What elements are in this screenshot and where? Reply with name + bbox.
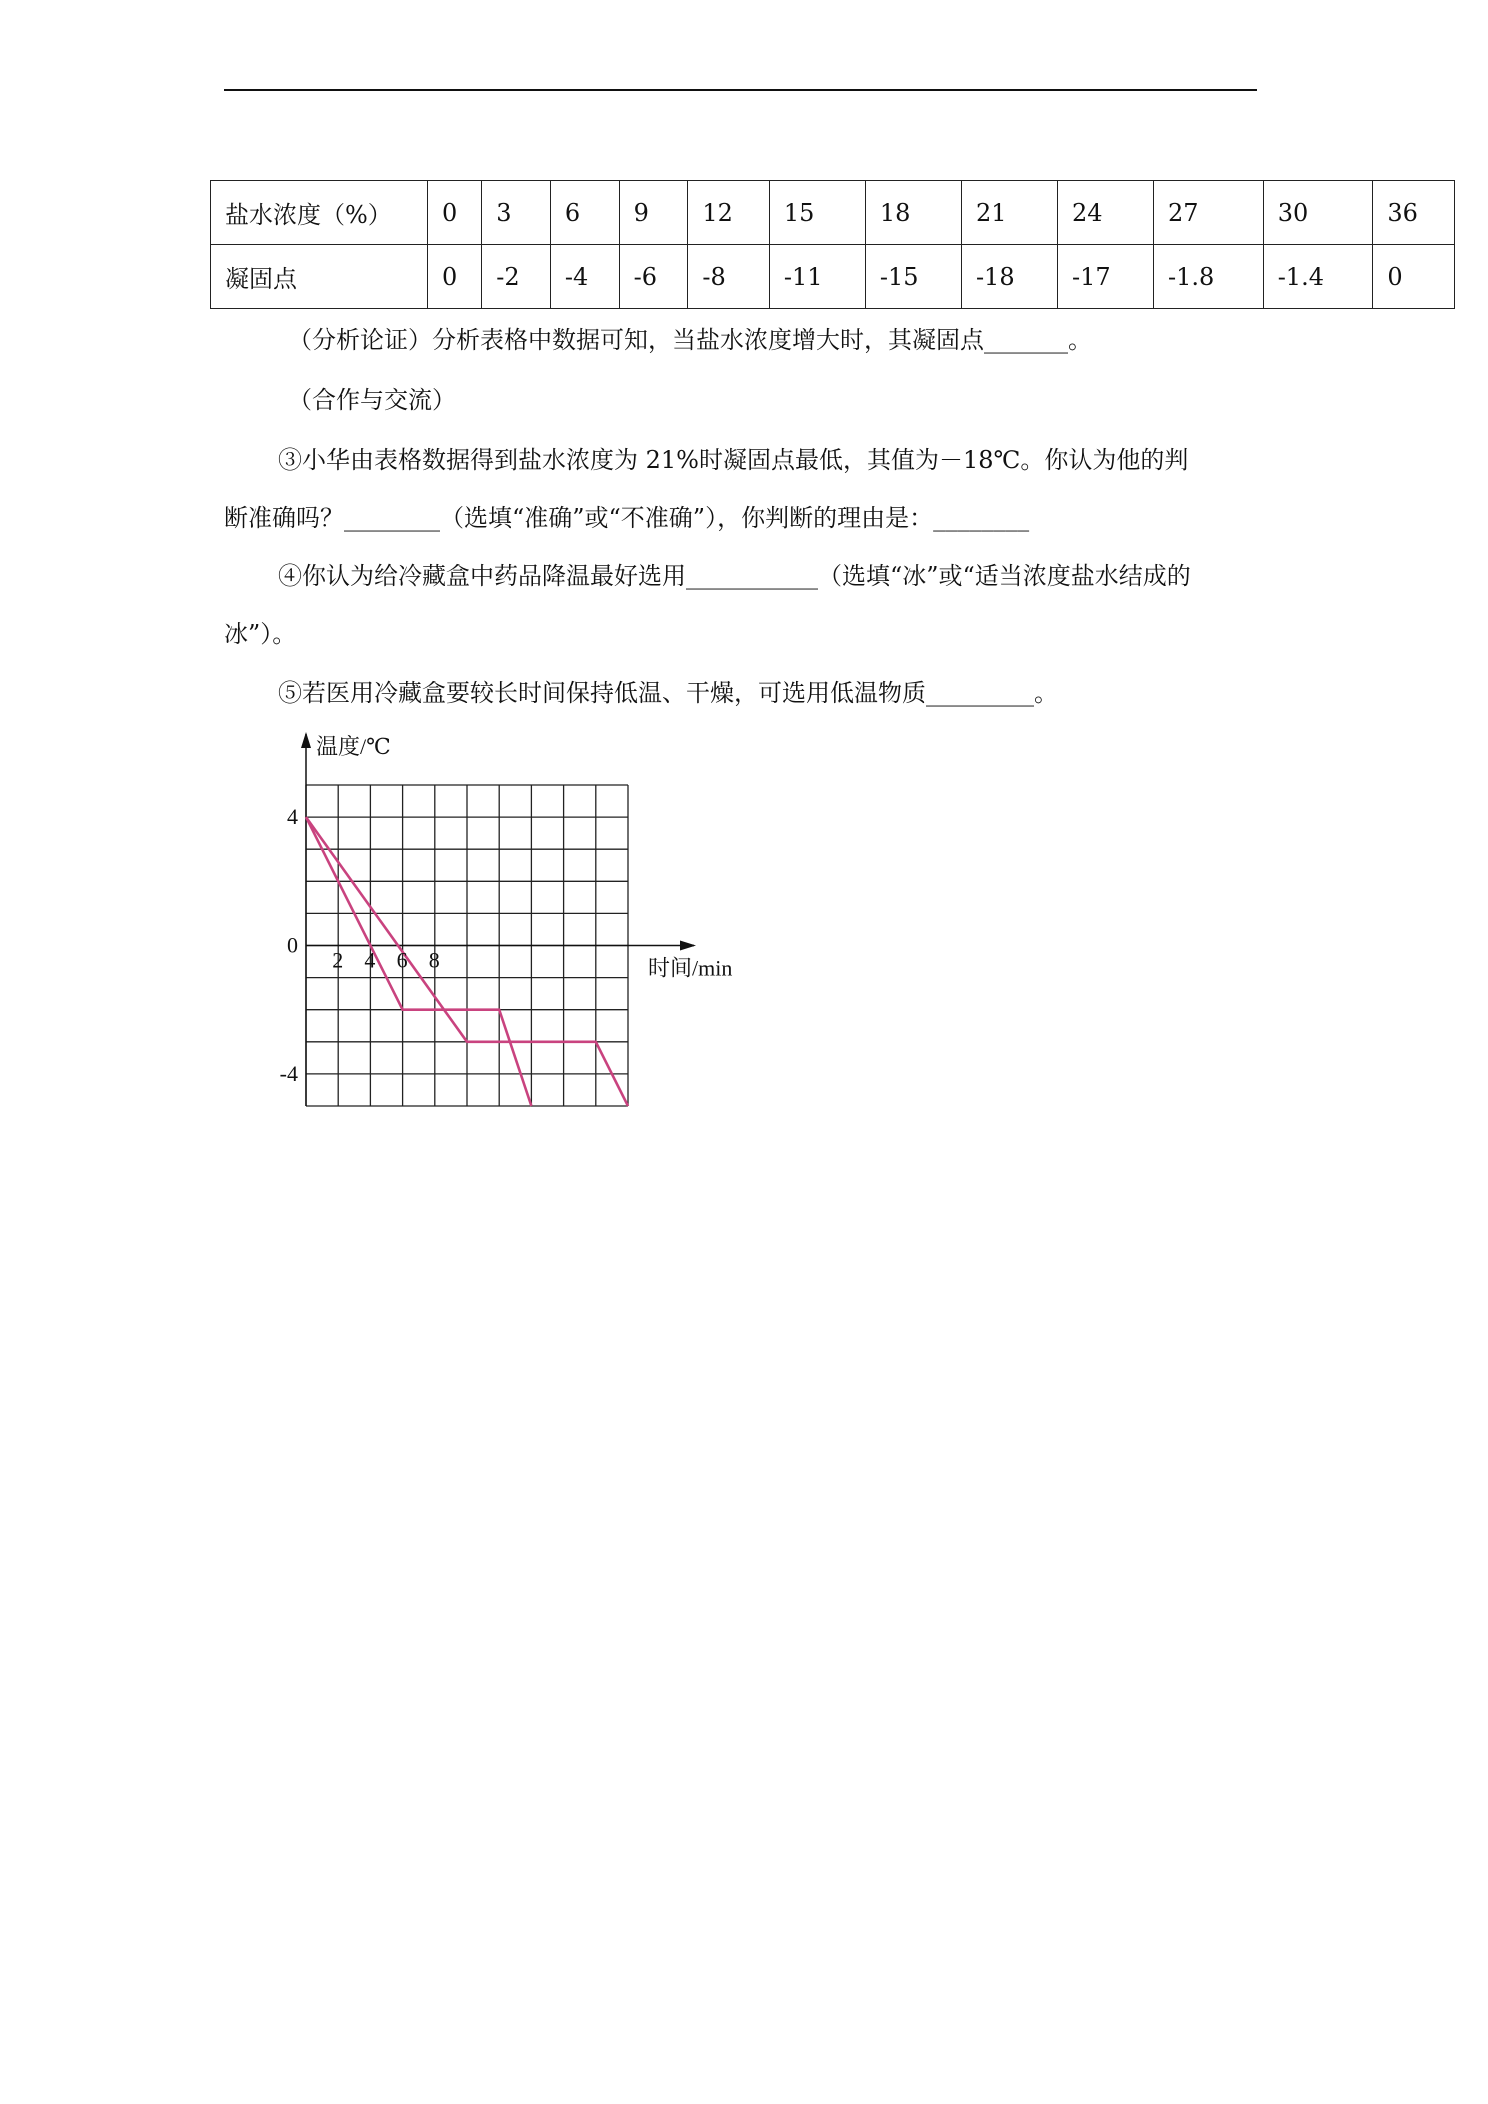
table-cell-freezing-point: -1.8 — [1154, 245, 1264, 309]
table-row — [211, 245, 1455, 309]
table-cell-freezing-point: -8 — [688, 245, 770, 309]
question-3-line-1: ③小华由表格数据得到盐水浓度为 21%时凝固点最低，其值为－18℃。你认为他的判 — [278, 446, 1189, 474]
chart-labels — [280, 730, 733, 1130]
chart-axes — [301, 732, 696, 1106]
x-tick-label: 4 — [364, 947, 376, 973]
table-cell-concentration: 9 — [619, 181, 688, 245]
x-tick-label: 8 — [428, 947, 440, 973]
y-axis-arrow — [301, 732, 311, 748]
table-cell-concentration: 36 — [1373, 181, 1455, 245]
table-row-label: 盐水浓度（%） — [211, 181, 428, 245]
table-cell-freezing-point: -2 — [482, 245, 551, 309]
temperature-time-chart — [270, 730, 760, 1130]
table-cell-freezing-point: -15 — [865, 245, 961, 309]
y-axis-label: 温度/℃ — [316, 734, 391, 759]
y-tick-label: 0 — [287, 932, 298, 958]
table-cell-concentration: 30 — [1263, 181, 1373, 245]
table-cell-freezing-point: 0 — [1373, 245, 1455, 309]
table-cell-freezing-point: -17 — [1057, 245, 1153, 309]
question-4-line-2: 冰”）。 — [224, 620, 297, 648]
question-4-line-1: ④你认为给冷藏盒中药品降温最好选用___________（选填“冰”或“适当浓度盐水结成的 — [278, 562, 1191, 590]
table-cell-freezing-point: -1.4 — [1263, 245, 1373, 309]
table-cell-concentration: 18 — [865, 181, 961, 245]
table-cell-concentration: 21 — [961, 181, 1057, 245]
table-cell-concentration: 24 — [1057, 181, 1153, 245]
question-3-line-2: 断准确吗？________（选填“准确”或“不准确”），你判断的理由是：________ — [224, 504, 1030, 532]
y-tick-label: 4 — [287, 804, 298, 830]
x-axis-label: 时间/min — [648, 955, 733, 981]
table-cell-concentration: 0 — [428, 181, 482, 245]
y-tick-label: -4 — [279, 1060, 298, 1086]
table-cell-concentration: 27 — [1154, 181, 1264, 245]
table-cell-freezing-point: -4 — [550, 245, 619, 309]
x-tick-label: 2 — [332, 947, 344, 973]
table-cell-concentration: 12 — [688, 181, 770, 245]
question-5-text: ⑤若医用冷藏盒要较长时间保持低温、干燥，可选用低温物质_________。 — [278, 679, 1058, 707]
table-cell-freezing-point: -11 — [769, 245, 865, 309]
table-cell-freezing-point: -6 — [619, 245, 688, 309]
cooperation-heading: （合作与交流） — [288, 386, 456, 414]
analysis-text: （分析论证）分析表格中数据可知，当盐水浓度增大时，其凝固点_______。 — [288, 326, 1092, 354]
table-cell-concentration: 6 — [550, 181, 619, 245]
table-cell-freezing-point: -18 — [961, 245, 1057, 309]
x-axis-arrow — [680, 941, 696, 951]
table-cell-concentration: 15 — [769, 181, 865, 245]
table-cell-concentration: 3 — [482, 181, 551, 245]
x-tick-label: 6 — [396, 947, 408, 973]
table-row — [211, 181, 1455, 245]
table-cell-freezing-point: 0 — [428, 245, 482, 309]
salt-water-table — [210, 180, 1455, 309]
header-rule — [224, 89, 1257, 91]
table-row-label: 凝固点 — [211, 245, 428, 309]
